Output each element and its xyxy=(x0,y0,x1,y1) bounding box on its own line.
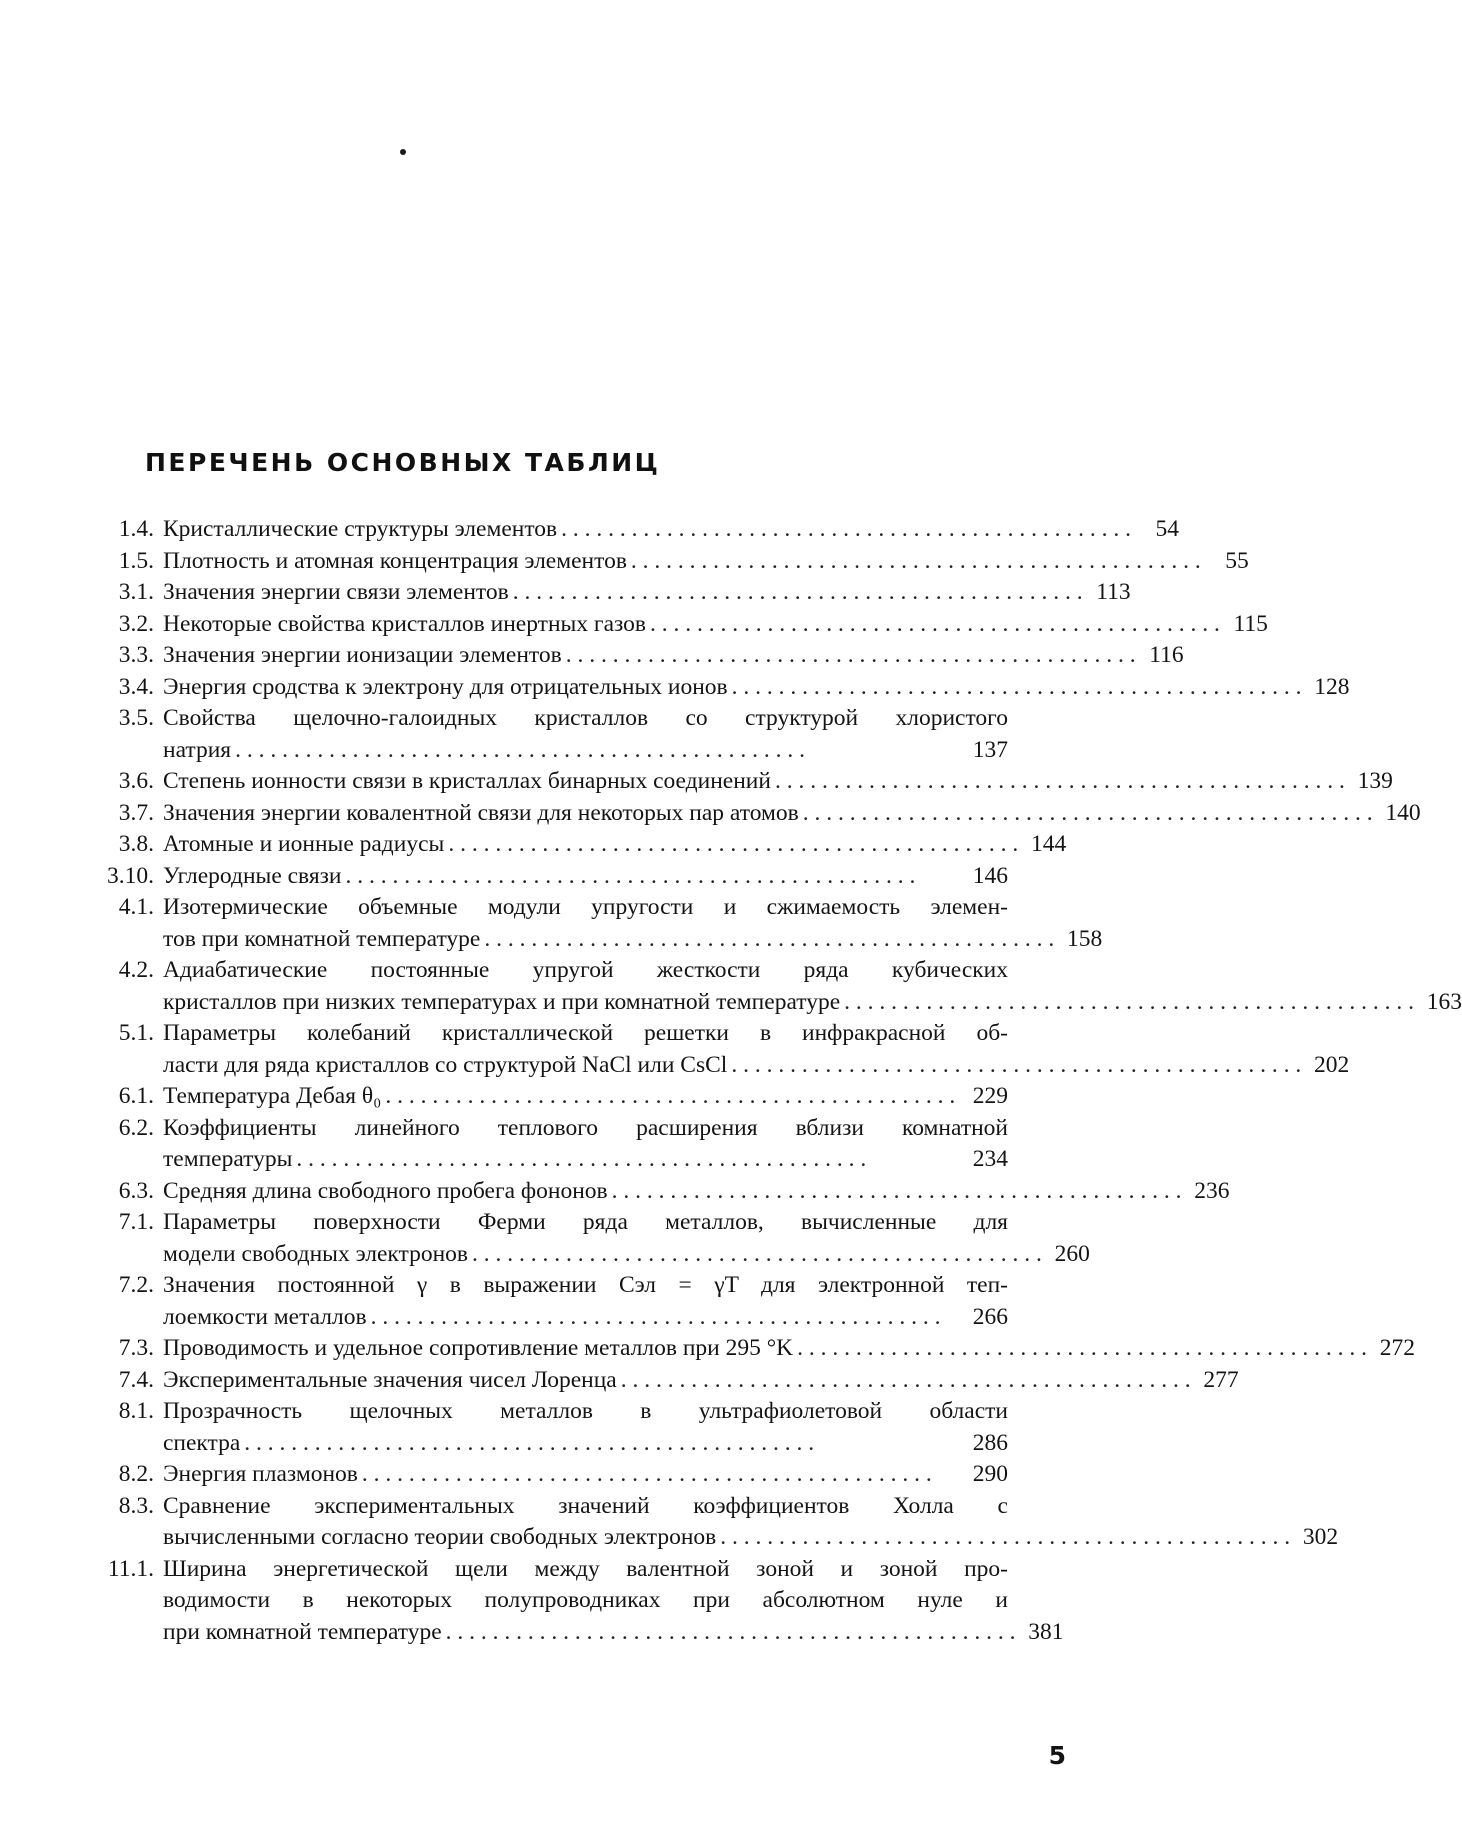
toc-entry-title: Прозрачность щелочных металлов в ультрафиолетовой области xyxy=(163,1398,1008,1424)
dot-leader: . . . . . . . . . . . . . . . . . . . . . . . . . . . . . . . . . . . . . . . . . . . . . . . . . xyxy=(385,1083,956,1109)
toc-entry-line xyxy=(163,1491,1008,1523)
toc-entry-line xyxy=(163,514,1180,546)
toc-entry-page: 277 xyxy=(1203,1366,1239,1393)
toc-entry-body xyxy=(163,640,1184,672)
toc-entry-body xyxy=(163,609,1268,641)
dot-leader: . . . . . . . . . . . . . . . . . . . . . . . . . . . . . . . . . . . . . . . . . . . . . . . . . xyxy=(844,988,1415,1015)
toc-entry-body xyxy=(163,546,1249,578)
toc-entry-body xyxy=(163,955,1462,1018)
toc-entry-body xyxy=(163,672,1350,704)
toc-entry-number: 3.1. xyxy=(118,579,154,605)
toc-entry-body xyxy=(163,892,1103,955)
toc-entry-body xyxy=(163,1270,1008,1333)
toc-entry xyxy=(0,766,1393,798)
toc-entry-page: 260 xyxy=(1054,1240,1090,1267)
toc-entry-page: 113 xyxy=(1096,579,1131,605)
toc-entry-line xyxy=(163,672,1350,704)
toc-entry xyxy=(0,1491,1339,1554)
toc-entry-line xyxy=(163,703,1008,735)
toc-entry-line xyxy=(163,861,1008,893)
toc-entry-body xyxy=(163,766,1393,798)
toc-entry-title: ласти для ряда кристаллов со структурой NaCl или CsCl xyxy=(163,1051,728,1078)
dot-leader: . . . . . . . . . . . . . . . . . . . . . . . . . . . . . . . . . . . . . . . . . . . . . . . . . xyxy=(445,1618,1016,1645)
toc-entry xyxy=(0,955,1462,1018)
toc-entry-line xyxy=(163,1207,1008,1239)
dot-leader: . . . . . . . . . . . . . . . . . . . . . . . . . . . . . . . . . . . . . . . . . . . . . . . . . xyxy=(650,610,1220,637)
toc-entry-number: 3.6. xyxy=(118,768,154,794)
dot-leader: . . . . . . . . . . . . . . . . . . . . . . . . . . . . . . . . . . . . . . . . . . . . . . . . . xyxy=(731,673,1302,700)
toc-entry-body xyxy=(163,1365,1239,1397)
toc-entry-number: 7.4. xyxy=(118,1366,154,1393)
toc-entry-body xyxy=(163,1018,1350,1081)
toc-entry-page: 163 xyxy=(1426,988,1462,1015)
toc-entry-page: 202 xyxy=(1313,1051,1350,1078)
toc-entry-line xyxy=(163,577,1131,609)
toc-entry-page: 128 xyxy=(1314,673,1350,700)
toc-entry-body xyxy=(163,1491,1339,1554)
dot-leader: . . . . . . . . . . . . . . . . . . . . . . . . . . . . . . . . . . . . . . . . . . . . . . . . . xyxy=(802,799,1373,826)
toc-entry-number: 5.1. xyxy=(118,1020,154,1046)
toc-entry-line xyxy=(163,1144,1008,1176)
page-number: 5 xyxy=(1048,1741,1066,1770)
toc-entry-title: Степень ионности связи в кристаллах бинарных соединений xyxy=(163,768,771,794)
toc-entry-number: 11.1. xyxy=(107,1555,154,1582)
toc-entry-line xyxy=(163,1050,1350,1082)
toc-entry xyxy=(0,798,1421,830)
toc-entry-number: 8.3. xyxy=(118,1492,154,1519)
toc-entry-title: Некоторые свойства кристаллов инертных газов xyxy=(163,610,646,637)
toc-entry-title: кристаллов при низких температурах и при комнатной температуре xyxy=(163,988,841,1015)
dot-leader: . . . . . . . . . . . . . . . . . . . . . . . . . . . . . . . . . . . . . . . . . . . . . . . . . xyxy=(620,1366,1191,1393)
toc-entry xyxy=(0,1176,1230,1208)
page-title: ПЕРЕЧЕНЬ ОСНОВНЫХ ТАБЛИЦ xyxy=(145,448,661,477)
toc-entry-line xyxy=(163,829,1067,861)
toc-entry-body xyxy=(163,1081,1008,1113)
toc-entry-title: Значения энергии ионизации элементов xyxy=(163,642,562,668)
toc-entry-number: 3.7. xyxy=(118,799,154,826)
toc-entry-body xyxy=(163,1207,1090,1270)
toc-entry-page: 234 xyxy=(972,1146,1008,1172)
toc-entry xyxy=(0,577,1200,609)
toc-entry-title: натрия xyxy=(163,736,232,763)
toc-entry-number: 3.3. xyxy=(118,642,154,668)
dot-leader: . . . . . . . . . . . . . . . . . . . . . . . . . . . . . . . . . . . . . . . . . . . . . . . . . xyxy=(345,862,916,889)
toc-entry-line xyxy=(163,892,1008,924)
toc-entry-number: 3.5. xyxy=(118,705,154,731)
toc-entry xyxy=(0,1018,1350,1081)
toc-entry-number: 3.4. xyxy=(118,673,154,700)
toc-entry xyxy=(0,1270,1200,1333)
dot-leader: . . . . . . . . . . . . . . . . . . . . . . . . . . . . . . . . . . . . . . . . . . . . . . . . . xyxy=(448,831,1019,857)
toc-entry-page: 266 xyxy=(972,1303,1008,1330)
toc-entry xyxy=(0,514,1200,546)
toc-entry-page: 139 xyxy=(1357,768,1393,794)
toc-entry-page: 140 xyxy=(1385,799,1421,826)
toc-entry-line xyxy=(163,924,1103,956)
dot-leader: . . . . . . . . . . . . . . . . . . . . . . . . . . . . . . . . . . . . . . . . . . . . . . . . . xyxy=(611,1177,1182,1204)
toc-entry-number: 4.1. xyxy=(118,894,154,920)
dot-leader: . . . . . . . . . . . . . . . . . . . . . . . . . . . . . . . . . . . . . . . . . . . . . . . . . xyxy=(630,547,1201,574)
toc-entry-title: Энергия плазмонов xyxy=(163,1461,358,1487)
toc-entry xyxy=(0,609,1268,641)
toc-entry-line xyxy=(163,798,1421,830)
toc-entry-number: 8.2. xyxy=(118,1461,154,1487)
toc-entry-title: тов при комнатной температуре xyxy=(163,925,481,952)
dot-leader: . . . . . . . . . . . . . . . . . . . . . . . . . . . . . . . . . . . . . . . . . . . . . . . . . xyxy=(561,516,1132,542)
dot-leader: . . . . . . . . . . . . . . . . . . . . . . . . . . . . . . . . . . . . . . . . . . . . . . . . . xyxy=(472,1240,1042,1267)
dot-leader: . . . . . . . . . . . . . . . . . . . . . . . . . . . . . . . . . . . . . . . . . . . . . . . . . xyxy=(361,1461,932,1487)
toc-entry-line xyxy=(163,1585,1008,1617)
toc-entry xyxy=(0,1459,1200,1491)
toc-entry xyxy=(0,1113,1200,1176)
toc-entry-body xyxy=(163,514,1180,546)
dot-leader: . . . . . . . . . . . . . . . . . . . . . . . . . . . . . . . . . . . . . . . . . . . . . . . . . xyxy=(235,736,805,763)
dot-leader: . . . . . . . . . . . . . . . . . . . . . . . . . . . . . . . . . . . . . . . . . . . . . . . . . xyxy=(774,768,1345,794)
toc-entry-number: 4.2. xyxy=(118,957,154,983)
toc-entry-title: Значения энергии связи элементов xyxy=(163,579,509,605)
stray-dot-mark xyxy=(400,149,406,155)
toc-entry-line xyxy=(163,1554,1008,1586)
toc-entry-line xyxy=(163,1428,1008,1460)
toc-entry xyxy=(0,1081,1200,1113)
toc-entry-page: 381 xyxy=(1028,1618,1064,1645)
toc-entry-title: Энергия сродства к электрону для отрицательных ионов xyxy=(163,673,728,700)
toc-entry-number: 6.1. xyxy=(118,1083,154,1109)
toc-entry-line xyxy=(163,955,1008,987)
toc-entry-title: Изотермические объемные модули упругости и сжимаемость элемен- xyxy=(163,894,1008,920)
toc-entry-title: вычисленными согласно теории свободных электронов xyxy=(163,1524,717,1550)
toc-entry-title: Кристаллические структуры элементов xyxy=(163,516,558,542)
toc-entry-number: 1.4. xyxy=(118,516,154,542)
toc-entry xyxy=(0,829,1200,861)
toc-entry-line xyxy=(163,1365,1239,1397)
toc-entry-line xyxy=(163,609,1268,641)
toc-entry-title: Параметры колебаний кристаллической решетки в инфракрасной об- xyxy=(163,1020,1008,1046)
toc-entry-body xyxy=(163,1333,1415,1365)
toc-entry xyxy=(0,1554,1200,1649)
toc-entry-title: Углеродные связи xyxy=(163,862,342,889)
toc-entry-page: 146 xyxy=(972,862,1008,889)
toc-entry-line xyxy=(163,1333,1415,1365)
toc-entry-line xyxy=(163,1302,1008,1334)
toc-entry-title: Плотность и атомная концентрация элементов xyxy=(163,547,627,574)
toc-entry-line xyxy=(163,1459,1008,1491)
toc-entry-title: при комнатной температуре xyxy=(163,1618,442,1645)
toc-entry-line xyxy=(163,1270,1008,1302)
dot-leader: . . . . . . . . . . . . . . . . . . . . . . . . . . . . . . . . . . . . . . . . . . . . . . . . . xyxy=(484,925,1055,952)
toc-entry-line xyxy=(163,640,1184,672)
toc-entry-title: Ширина энергетической щели между валентной зоной и зоной про- xyxy=(163,1555,1008,1582)
toc-entry-line xyxy=(163,1617,1064,1649)
toc-entry xyxy=(0,1396,1200,1459)
toc-entry-title: Значения постоянной γ в выражении Cэл = γT для электронной теп- xyxy=(163,1272,1008,1298)
toc-entry-page: 144 xyxy=(1030,831,1067,857)
toc-entry-number: 1.5. xyxy=(118,547,154,574)
toc-entry-body xyxy=(163,798,1421,830)
toc-entry xyxy=(0,546,1249,578)
toc-entry-body xyxy=(163,577,1131,609)
toc-entry-body xyxy=(163,1396,1008,1459)
toc-entry-number: 7.3. xyxy=(118,1335,154,1361)
toc-entry-title: Значения энергии ковалентной связи для некоторых пар атомов xyxy=(163,799,799,826)
toc-entry-number: 3.10. xyxy=(107,862,154,889)
toc-entry-body xyxy=(163,861,1008,893)
toc-entry xyxy=(0,1333,1415,1365)
toc-entry-page: 236 xyxy=(1194,1177,1230,1204)
toc-entry-title: лоемкости металлов xyxy=(163,1303,367,1330)
toc-entry-body xyxy=(163,703,1008,766)
toc-entry-title: Адиабатические постоянные упругой жесткости ряда кубических xyxy=(163,957,1008,983)
toc-entry-title: Сравнение экспериментальных значений коэффициентов Холла с xyxy=(163,1492,1008,1519)
toc-entry-title: Средняя длина свободного пробега фононов xyxy=(163,1177,608,1204)
dot-leader: . . . . . . . . . . . . . . . . . . . . . . . . . . . . . . . . . . . . . . . . . . . . . . . . . xyxy=(296,1146,867,1172)
toc-entry-title: температуры xyxy=(163,1146,293,1172)
toc-entry-body xyxy=(163,1554,1064,1649)
toc-entry-title: Коэффициенты линейного теплового расширения вблизи комнатной xyxy=(163,1114,1008,1141)
toc-entry xyxy=(0,892,1200,955)
toc-entry-page: 272 xyxy=(1379,1335,1415,1361)
toc-entry-number: 7.2. xyxy=(118,1272,154,1298)
dot-leader: . . . . . . . . . . . . . . . . . . . . . . . . . . . . . . . . . . . . . . . . . . . . . . . . . xyxy=(797,1335,1367,1361)
dot-leader: . . . . . . . . . . . . . . . . . . . . . . . . . . . . . . . . . . . . . . . . . . . . . . . . . xyxy=(512,579,1083,605)
toc-entry-number: 8.1. xyxy=(118,1398,154,1424)
dot-leader: . . . . . . . . . . . . . . . . . . . . . . . . . . . . . . . . . . . . . . . . . . . . . . . . . xyxy=(370,1303,941,1330)
toc-entry-number: 6.2. xyxy=(118,1114,154,1141)
toc-entry-page: 54 xyxy=(1155,516,1180,542)
toc-entry-page: 286 xyxy=(972,1429,1008,1456)
toc-entry-line xyxy=(163,1239,1090,1271)
toc-entry-line xyxy=(163,735,1008,767)
toc-entry-line xyxy=(163,1018,1008,1050)
toc-entry xyxy=(0,1365,1239,1397)
toc-entry-page: 229 xyxy=(972,1083,1008,1109)
dot-leader: . . . . . . . . . . . . . . . . . . . . . . . . . . . . . . . . . . . . . . . . . . . . . . . . . xyxy=(720,1524,1291,1550)
toc-entry-title: Экспериментальные значения чисел Лоренца xyxy=(163,1366,617,1393)
toc-entry-page: 302 xyxy=(1302,1524,1339,1550)
dot-leader: . . . . . . . . . . . . . . . . . . . . . . . . . . . . . . . . . . . . . . . . . . . . . . . . . xyxy=(565,642,1136,668)
toc-entry xyxy=(0,672,1350,704)
dot-leader: . . . . . . . . . . . . . . . . . . . . . . . . . . . . . . . . . . . . . . . . . . . . . . . . . xyxy=(731,1051,1302,1078)
toc-entry-title: модели свободных электронов xyxy=(163,1240,469,1267)
toc-entry-title: Атомные и ионные радиусы xyxy=(163,831,445,857)
toc-entry-number: 3.8. xyxy=(118,831,154,857)
toc-entry-body xyxy=(163,829,1067,861)
toc-entry-line xyxy=(163,546,1249,578)
toc-entry-line xyxy=(163,1176,1230,1208)
toc-entry xyxy=(0,861,1200,893)
toc-entry-title: Свойства щелочно-галоидных кристаллов со структурой хлористого xyxy=(163,705,1008,731)
toc-entry-body xyxy=(163,1176,1230,1208)
toc-entry-page: 55 xyxy=(1225,547,1249,574)
toc-entry xyxy=(0,640,1200,672)
toc-entry-page: 137 xyxy=(972,736,1008,763)
toc-entry-page: 115 xyxy=(1233,610,1268,637)
toc-entry-line xyxy=(163,1522,1339,1554)
toc-entry-title: Параметры поверхности Ферми ряда металлов, вычисленные для xyxy=(163,1209,1008,1235)
toc-entry-number: 7.1. xyxy=(118,1209,154,1235)
toc-entry-line xyxy=(163,766,1393,798)
toc-entry xyxy=(0,1207,1200,1270)
toc-entry-line xyxy=(163,987,1462,1019)
toc-entry-line xyxy=(163,1113,1008,1145)
toc-entry-body xyxy=(163,1459,1008,1491)
toc-entry-body xyxy=(163,1113,1008,1176)
toc-entry-line xyxy=(163,1396,1008,1428)
toc-entry-title: Проводимость и удельное сопротивление металлов при 295 °K xyxy=(163,1335,794,1361)
table-of-contents xyxy=(0,514,1462,1648)
toc-entry-page: 158 xyxy=(1066,925,1103,952)
toc-entry-number: 6.3. xyxy=(118,1177,154,1204)
toc-entry-number: 3.2. xyxy=(118,610,154,637)
toc-entry-page: 116 xyxy=(1149,642,1184,668)
toc-entry-title: Температура Дебая θ₀ xyxy=(163,1083,382,1109)
toc-entry-title: спектра xyxy=(163,1429,241,1456)
toc-entry-line xyxy=(163,1081,1008,1113)
toc-entry-page: 290 xyxy=(972,1461,1008,1487)
toc-entry-title: водимости в некоторых полупроводниках при абсолютном нуле и xyxy=(163,1587,1008,1613)
toc-entry xyxy=(0,703,1200,766)
dot-leader: . . . . . . . . . . . . . . . . . . . . . . . . . . . . . . . . . . . . . . . . . . . . . . . . . xyxy=(244,1429,815,1456)
